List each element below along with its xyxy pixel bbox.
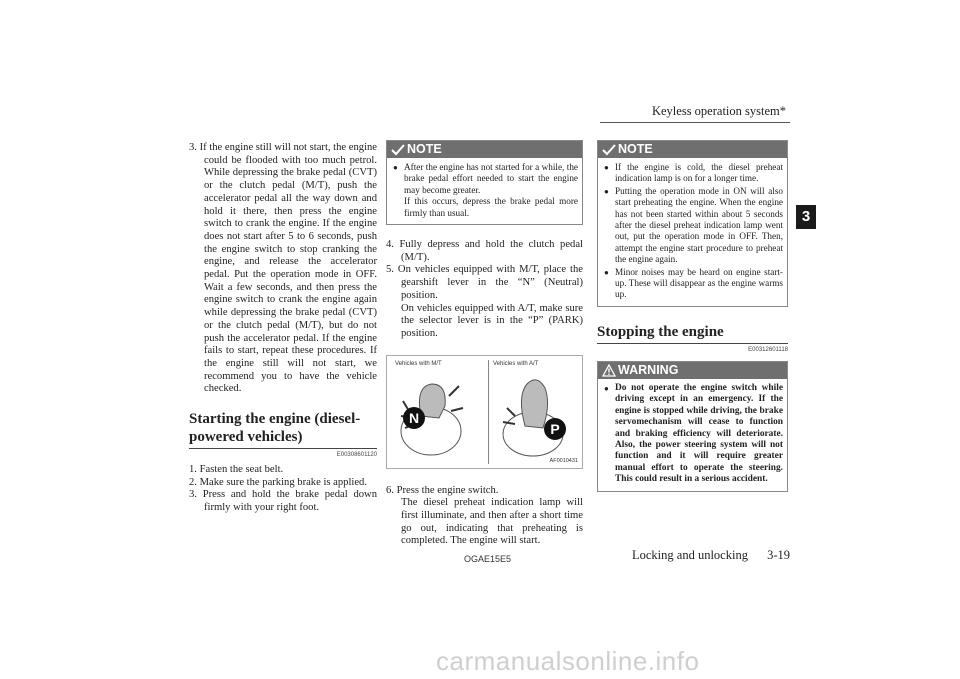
watermark: carmanualsonline.info	[436, 646, 700, 676]
gear-lever-figure	[386, 355, 583, 469]
chapter-tab: 3	[796, 205, 816, 229]
note-item: ● Minor noises may be heard on engine start-up. These will disappear as the engine warms up.	[604, 267, 783, 301]
figure-label-mt: Vehicles with M/T	[395, 360, 442, 367]
list-item: 3. Press and hold the brake pedal down firmly with your right foot.	[189, 489, 378, 514]
neutral-badge: N	[403, 407, 425, 429]
list-item: 6. Press the engine switch. The diesel preheat indication lamp will first illuminate, and then after a short time go out, indicating that preheating is completed. The engine will start.	[386, 484, 583, 547]
steps-4-5	[386, 239, 583, 341]
note-check-icon	[602, 144, 616, 156]
column-left	[189, 142, 377, 515]
diesel-steps-list	[189, 464, 377, 515]
list-item: 5. On vehicles equipped with M/T, place the gearshift lever in the “N” (Neutral) position. On vehicles equipped with A/T, make sure the selector lever is in the “P” (PARK) position.	[386, 264, 583, 339]
note-box-diesel	[597, 140, 788, 307]
list-item: 2. Make sure the parking brake is applied.	[189, 476, 367, 488]
section-code: E00308601120	[336, 452, 377, 459]
list-item: 1. Fasten the seat belt.	[189, 464, 284, 476]
column-middle	[386, 140, 583, 548]
list-item: 4. Fully depress and hold the clutch pedal (M/T).	[386, 239, 583, 263]
note-item: ● After the engine has not started for a while, the brake pedal effort needed to start the engine may become greater. If this occurs, depress the brake pedal more firmly than usual.	[393, 162, 578, 219]
figure-code: AF0010431	[549, 457, 578, 464]
header-divider	[600, 122, 790, 123]
note-header: NOTE	[598, 141, 787, 158]
note-item: ● Putting the operation mode in ON will also start preheating the engine. When the engine has not been started within about 5 seconds after the diesel preheat indication lamp went out, put the operation mode in OFF. Then, attempt the engine start procedure to preheat the engine again.	[604, 186, 783, 266]
page-number: 3-19	[767, 548, 790, 562]
warning-box	[597, 361, 788, 492]
section-code: E00312601118	[748, 346, 788, 353]
step-6	[386, 485, 583, 549]
section-rule	[597, 343, 788, 344]
note-item: ● If the engine is cold, the diesel preheat indication lamp is on for a longer time.	[604, 162, 783, 185]
column-right	[597, 140, 788, 492]
section-title-diesel-start: Starting the engine (diesel-powered vehicles)	[189, 411, 361, 446]
park-badge: P	[544, 418, 566, 440]
section-rule	[189, 448, 377, 449]
running-header-title: Keyless operation system*	[651, 104, 786, 118]
warning-item: ● Do not operate the engine switch while driving except in an emergency. If the engine is stopped while driving, the brake servomechanism will cease to function and braking efficiency will deteriorate. Also, the power steering system will not function and it will require greater manual effort to operate the steering. This could result in a serious accident.	[604, 383, 783, 486]
step-3-petrol: 3. If the engine still will not start, the engine could be flooded with too much petrol. While depressing the brake pedal (CVT) or the clutch pedal (M/T), push the accelerator pedal all the way down and hold it there, then press the engine switch to crank the engine. If the engine does not start after 5 to 6 seconds, push the engine switch to stop cranking the engine, and release the accelerator pedal. Put the operation mode in OFF. Wait a few seconds, and then press the engine switch to crank the engine again while depressing the brake pedal (CVT) or the clutch pedal (M/T), but do not push the accelerator pedal. If the engine fails to start, repeat these procedures. If the engine still will not start, we recommend you to have the vehicle checked.	[189, 142, 378, 395]
note-check-icon	[391, 144, 405, 156]
footer-section: Locking and unlocking	[632, 548, 748, 562]
page-footer	[632, 548, 790, 563]
note-box	[386, 140, 583, 225]
note-header: NOTE	[387, 141, 582, 158]
section-title-stopping: Stopping the engine	[597, 323, 724, 340]
document-code: OGAE15E5	[464, 554, 512, 564]
warning-triangle-icon	[602, 364, 616, 377]
figure-label-at: Vehicles with A/T	[493, 360, 539, 367]
warning-header: WARNING	[598, 362, 787, 379]
